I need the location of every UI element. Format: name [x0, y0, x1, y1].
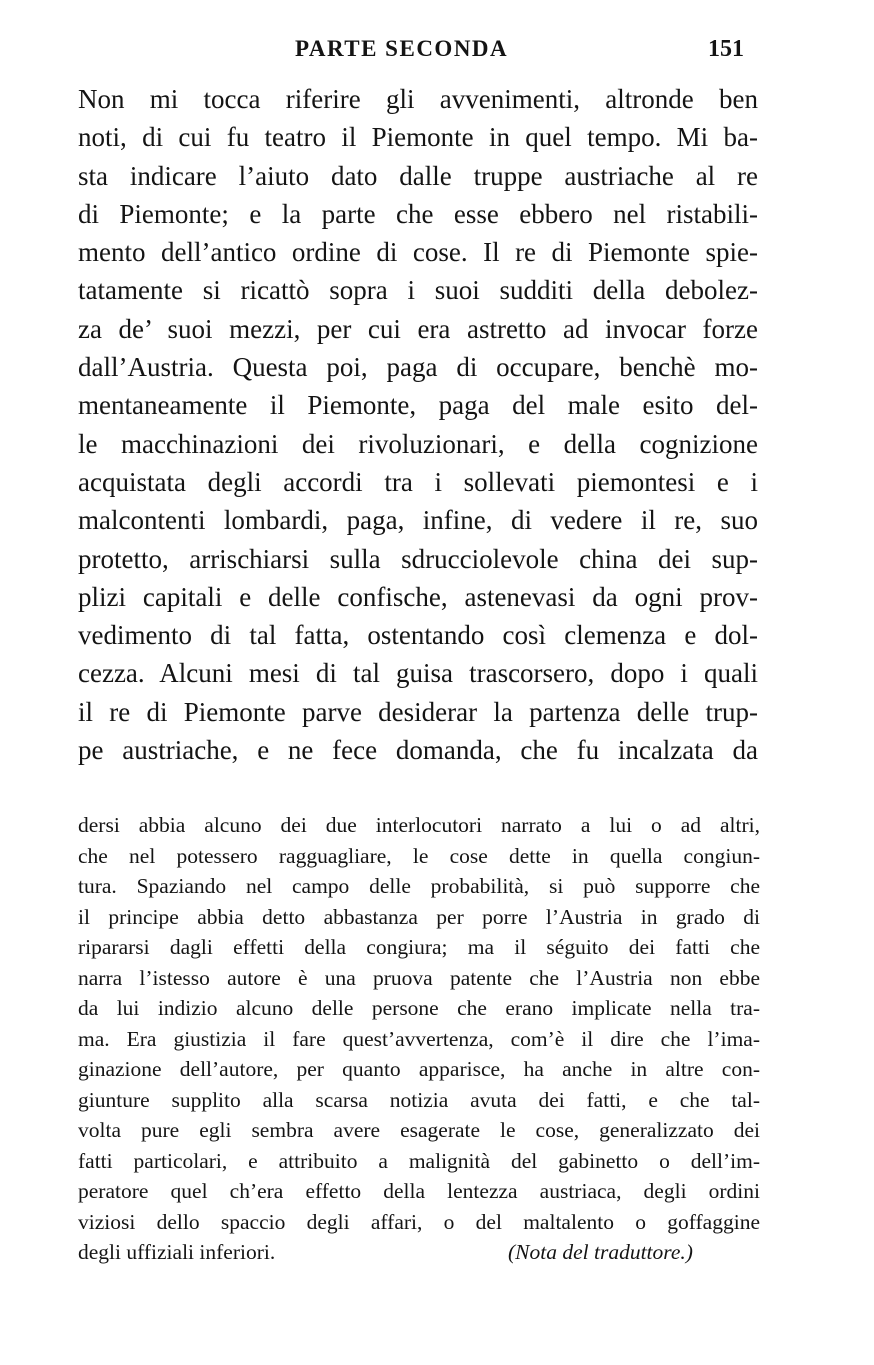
footnote-line: ripararsi dagli effetti della congiura; ma il séguito dei fatti che [78, 935, 760, 959]
text-line: cezza. Alcuni mesi di tal guisa trascorsero, dopo i quali [78, 658, 758, 689]
footnote-line: viziosi dello spaccio degli affari, o del maltalento o goffaggine [78, 1209, 760, 1234]
running-head: PARTE SECONDA [295, 36, 509, 61]
text-line: mentaneamente il Piemonte, paga del male esito del- [78, 390, 758, 421]
page-number: 151 [708, 36, 744, 62]
text-line: di Piemonte; e la parte che esse ebbero nel ristabili- [78, 198, 758, 229]
text-line: le macchinazioni dei rivoluzionari, e della cognizione [78, 428, 758, 459]
text-line: vedimento di tal fatta, ostentando così clemenza e dol- [78, 620, 758, 651]
footnote-line: peratore quel ch’era effetto della lentezza austriaca, degli ordini [78, 1179, 760, 1203]
footnote-line: ginazione dell’autore, per quanto apparisce, ha anche in altre con- [78, 1057, 760, 1081]
text-line: plizi capitali e delle confische, astenevasi da ogni prov- [78, 581, 758, 612]
footnote-last-text: degli uffiziali inferiori. [78, 1240, 276, 1264]
footnote-line: da lui indizio alcuno delle persone che erano implicate nella tra- [78, 996, 760, 1020]
footnote-line: il principe abbia detto abbastanza per porre l’Austria in grado di [78, 904, 760, 929]
footnote [78, 810, 760, 1268]
text-line: malcontenti lombardi, paga, infine, di vedere il re, suo [78, 505, 758, 536]
text-line: Non mi tocca riferire gli avvenimenti, altronde ben [78, 84, 758, 114]
footnote-line: fatti particolari, e attribuito a malignità del gabinetto o dell’im- [78, 1148, 760, 1173]
page-header [0, 36, 874, 70]
text-line: sta indicare l’aiuto dato dalle truppe austriache al re [78, 160, 758, 191]
footnote-line: ma. Era giustizia il fare quest’avvertenza, com’è il dire che l’ima- [78, 1026, 760, 1051]
text-line: mento dell’antico ordine di cose. Il re di Piemonte spie- [78, 237, 758, 268]
footnote-line: dersi abbia alcuno dei due interlocutori narrato a lui o ad altri, [78, 813, 760, 837]
text-line: il re di Piemonte parve desiderar la partenza delle trup- [78, 696, 758, 727]
text-line: za de’ suoi mezzi, per cui era astretto ad invocar forze [78, 313, 758, 344]
text-line: noti, di cui fu teatro il Piemonte in quel tempo. Mi ba- [78, 122, 758, 153]
footnote-line: volta pure egli sembra avere esagerate le cose, generalizzato dei [78, 1118, 760, 1142]
translator-note-signature: (Nota del traduttore.) [508, 1240, 693, 1264]
text-line: acquistata degli accordi tra i sollevati piemontesi e i [78, 466, 758, 497]
text-line: pe austriache, e ne fece domanda, che fu incalzata da [78, 735, 758, 766]
text-line: protetto, arrischiarsi sulla sdrucciolevole china dei sup- [78, 543, 758, 574]
footnote-line: che nel potessero ragguagliare, le cose dette in quella congiun- [78, 843, 760, 868]
text-line: tatamente si ricattò sopra i suoi sudditi della debolez- [78, 275, 758, 306]
main-text-body [78, 80, 758, 769]
footnote-last-line [78, 1237, 760, 1268]
text-line: dall’Austria. Questa poi, paga di occupare, benchè mo- [78, 352, 758, 383]
footnote-line: narra l’istesso autore è una pruova patente che l’Austria non ebbe [78, 965, 760, 990]
footnote-line: tura. Spaziando nel campo delle probabilità, si può supporre che [78, 874, 760, 898]
footnote-line: giunture supplito alla scarsa notizia avuta dei fatti, e che tal- [78, 1087, 760, 1112]
